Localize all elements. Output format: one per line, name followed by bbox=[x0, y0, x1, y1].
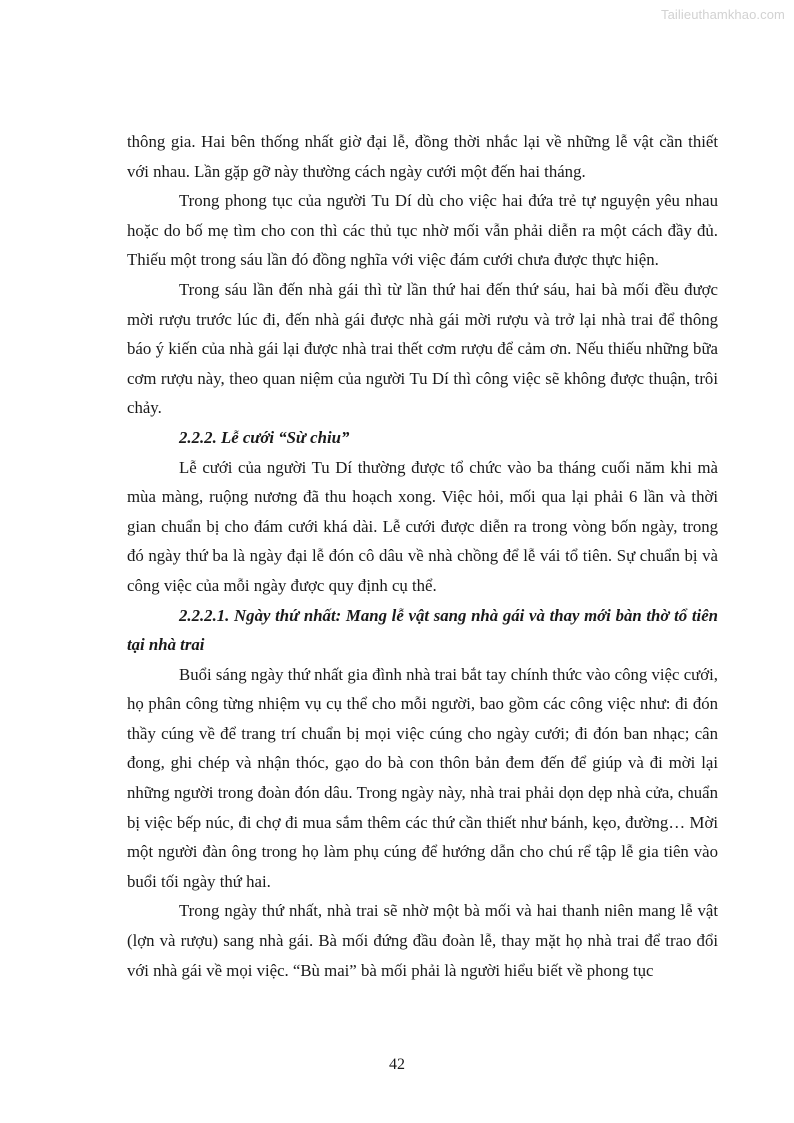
subsection-heading: 2.2.2.1. Ngày thứ nhất: Mang lễ vật sang nhà gái và thay mới bàn thờ tổ tiên tại nhà trai bbox=[127, 605, 718, 655]
paragraph-continuation: thông gia. Hai bên thống nhất giờ đại lễ, đồng thời nhắc lại về những lễ vật cần thiết với nhau. Lần gặp gỡ này thường cách ngày cưới một đến hai tháng. bbox=[127, 132, 718, 181]
paragraph: Trong ngày thứ nhất, nhà trai sẽ nhờ một bà mối và hai thanh niên mang lễ vật (lợn và rượu) sang nhà gái. Bà mối đứng đầu đoàn lễ, thay mặt họ nhà trai để trao đổi với nhà gái về mọi việc. “Bù mai” bà mối phải là người hiểu biết về phong tục bbox=[127, 901, 718, 980]
page-number: 42 bbox=[389, 1056, 405, 1073]
watermark: Tailieuthamkhao.com bbox=[660, 7, 785, 22]
paragraph: Trong sáu lần đến nhà gái thì từ lần thứ hai đến thứ sáu, hai bà mối đều được mời rượu trước lúc đi, đến nhà gái được nhà gái mời rượu và trở lại nhà trai để thông báo ý kiến của nhà gái lại được nhà trai thết cơm rượu để cảm ơn. Nếu thiếu những bữa cơm rượu này, theo quan niệm của người Tu Dí thì công việc sẽ không được thuận, trôi chảy. bbox=[127, 279, 718, 418]
paragraph: Buổi sáng ngày thứ nhất gia đình nhà trai bắt tay chính thức vào công việc cưới, họ phân công từng nhiệm vụ cụ thể cho mỗi người, bao gồm các công việc như: đi đón thầy cúng về để trang trí chuẩn bị mọi việc cúng cho ngày cưới; đi đón ban nhạc; cân đong, ghi chép và nhận thóc, gạo do bà con thôn bản đem đến để giúp và đi mời lại những người trong đoàn đón dâu. Trong ngày này, nhà trai phải dọn dẹp nhà cửa, chuẩn bị việc bếp núc, đi chợ đi mua sắm thêm các thứ cần thiết như bánh, kẹo, đường… Mời một người đàn ông trong họ làm phụ cúng để hướng dẫn cho chú rể tập lễ gia tiên vào buổi tối ngày thứ hai. bbox=[127, 664, 718, 891]
paragraph: Trong phong tục của người Tu Dí dù cho việc hai đứa trẻ tự nguyện yêu nhau hoặc do bố mẹ tìm cho con thì các thủ tục nhờ mối vẫn phải diễn ra một cách đầy đủ. Thiếu một trong sáu lần đó đồng nghĩa với việc đám cưới chưa được thực hiện. bbox=[127, 191, 718, 270]
page-body bbox=[127, 127, 718, 985]
section-heading: 2.2.2. Lễ cưới “Sừ chiu” bbox=[179, 427, 350, 447]
paragraph: Lễ cưới của người Tu Dí thường được tổ chức vào ba tháng cuối năm khi mà mùa màng, ruộng nương đã thu hoạch xong. Việc hỏi, mối qua lại phải 6 lần và thời gian chuẩn bị cho đám cưới khá dài. Lễ cưới được diễn ra trong vòng bốn ngày, trong đó ngày thứ ba là ngày đại lễ đón cô dâu về nhà chồng để lễ vái tổ tiên. Sự chuẩn bị và công việc của mỗi ngày được quy định cụ thể. bbox=[127, 457, 718, 595]
